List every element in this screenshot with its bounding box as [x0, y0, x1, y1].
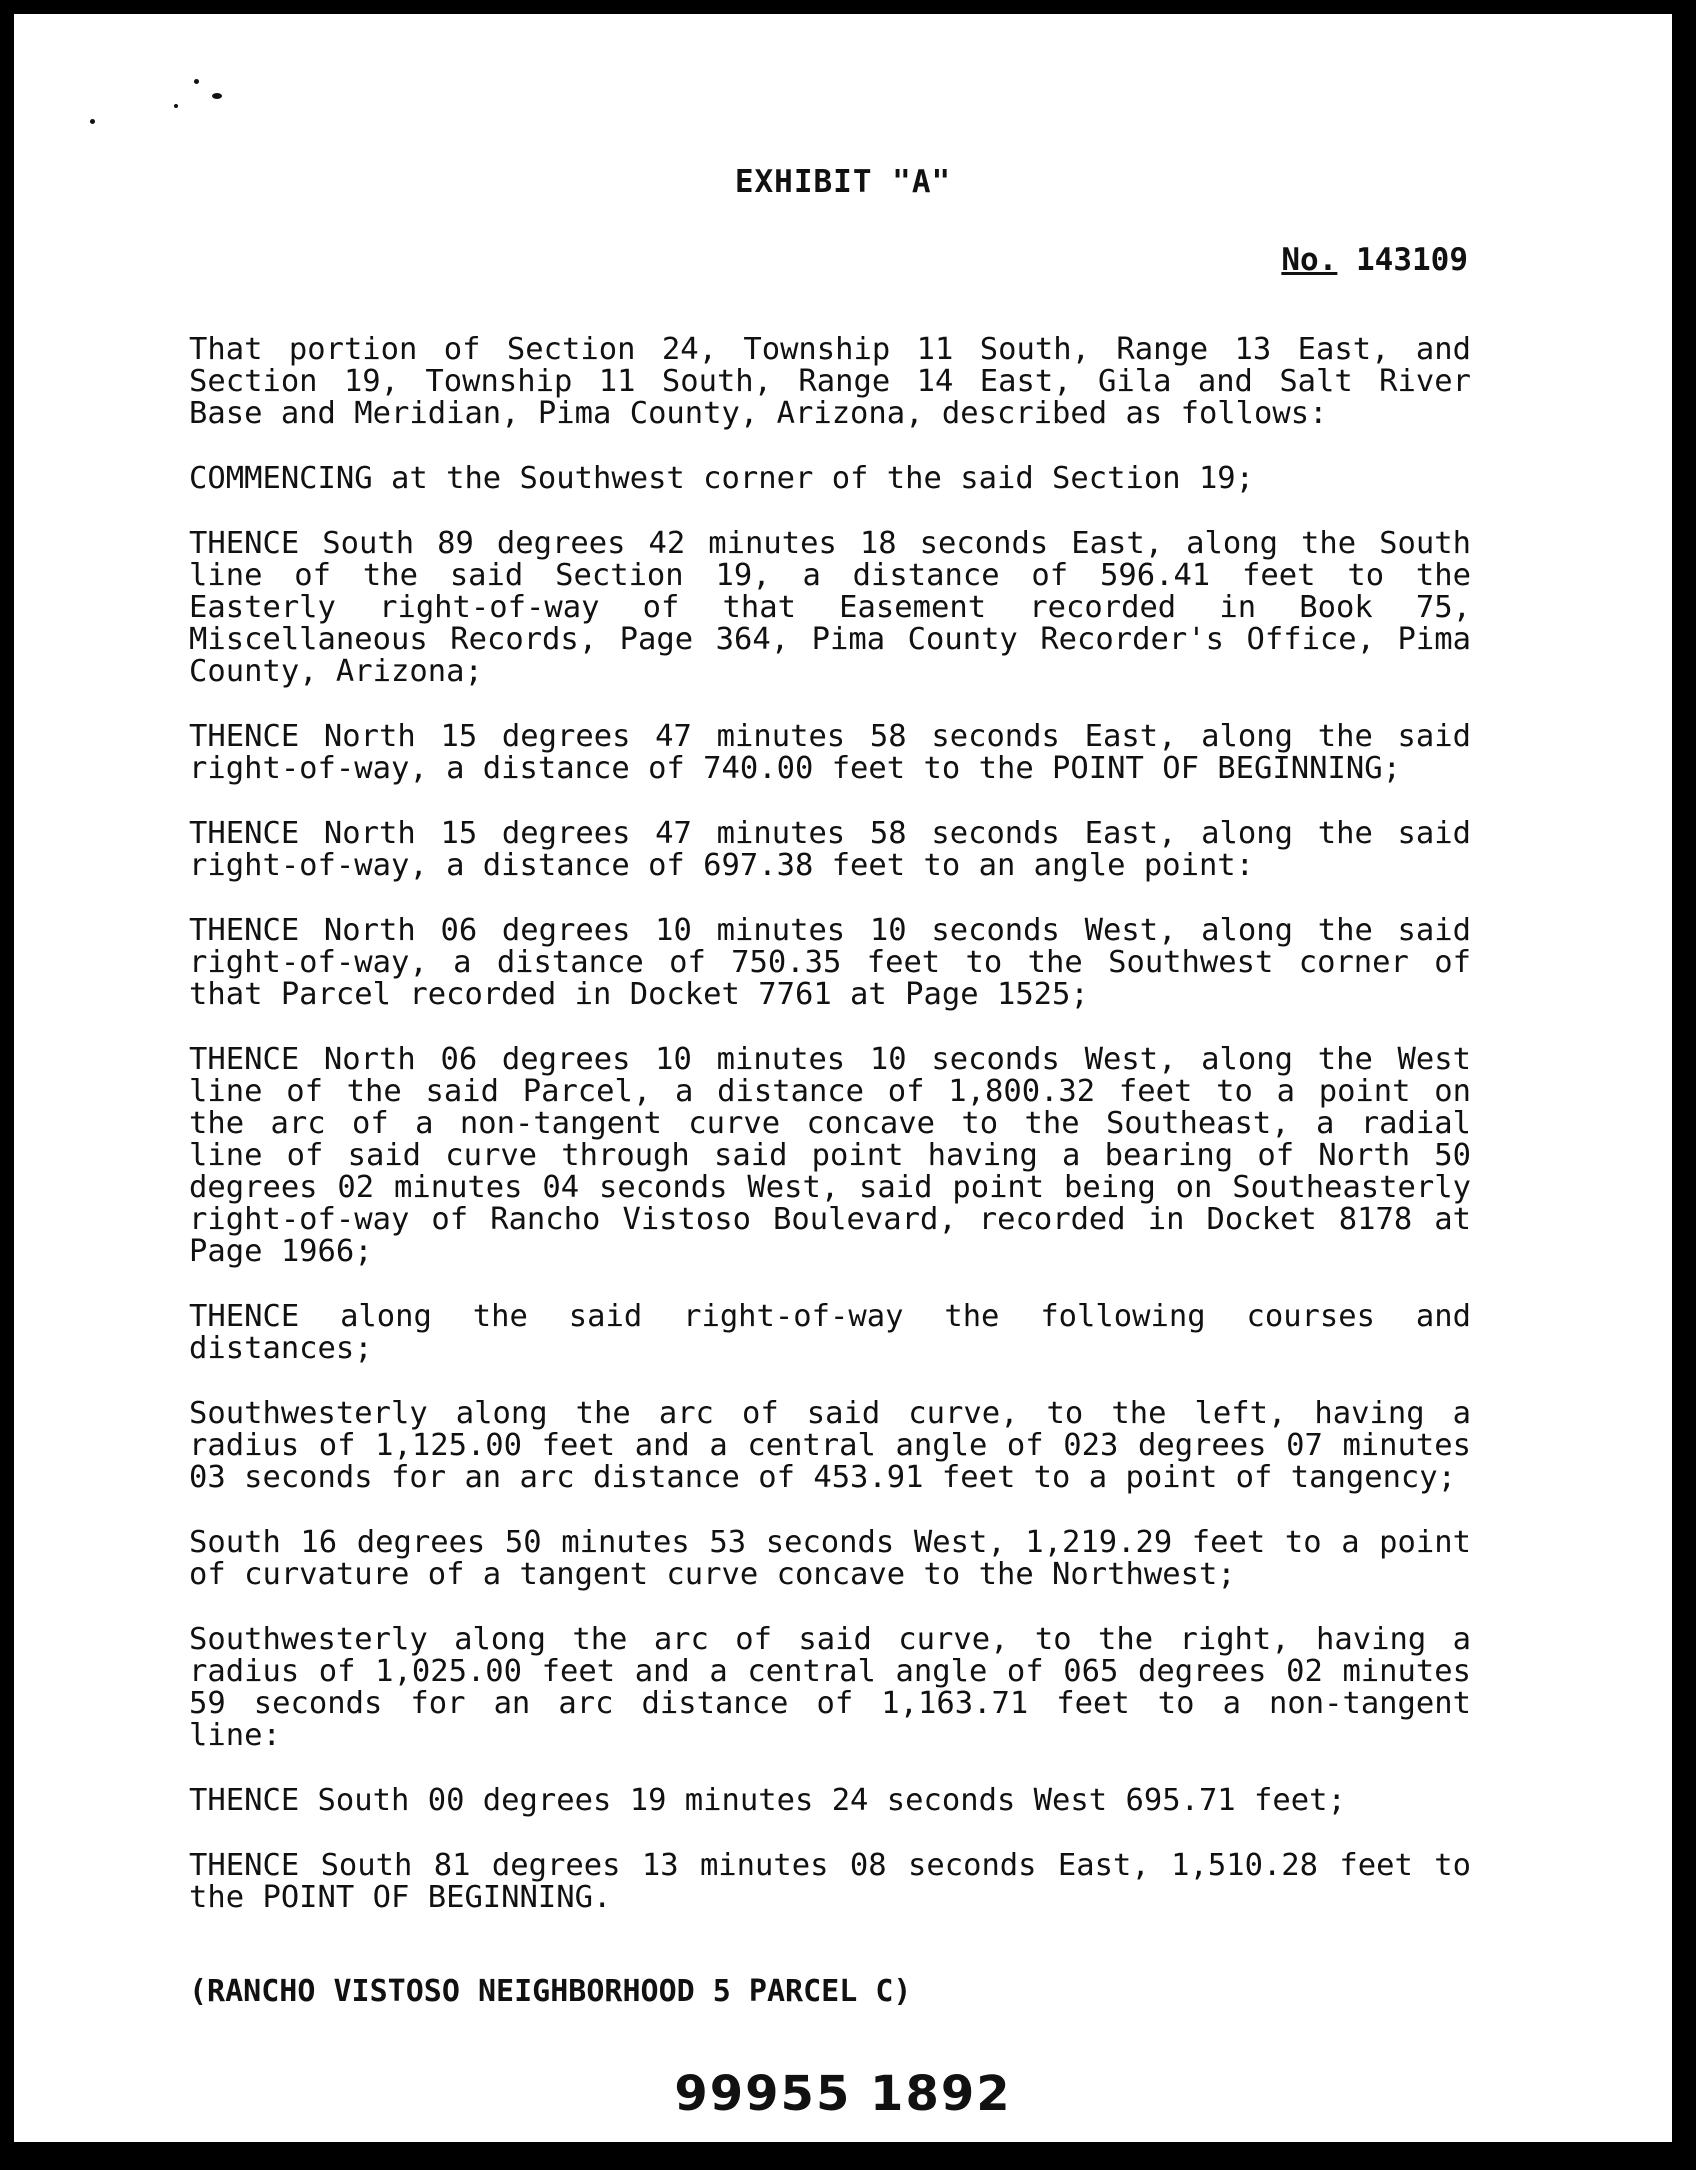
recording-stamp-number: 99955 1892	[674, 2066, 1012, 2122]
description-paragraph: COMMENCING at the Southwest corner of the said Section 19;	[189, 461, 1255, 496]
description-paragraph: THENCE along the said right-of-way the following courses and distances;	[189, 1299, 1471, 1366]
scan-speck	[194, 79, 199, 84]
scan-speck	[212, 93, 222, 99]
description-paragraph: THENCE North 06 degrees 10 minutes 10 seconds West, along the said right-of-way, a distance of 750.35 feet to the Southwest corner of that Parcel recorded in Docket 7761 at Page 1525;	[189, 913, 1471, 1012]
parcel-name: (RANCHO VISTOSO NEIGHBORHOOD 5 PARCEL C)	[189, 1974, 912, 2009]
description-paragraph: THENCE South 89 degrees 42 minutes 18 seconds East, along the South line of the said Section 19, a distance of 596.41 feet to the Easterly right-of-way of that Easement recorded in Book 75, Miscellaneous Records, Page 364, Pima County Recorder's Office, Pima County, Arizona;	[189, 526, 1471, 689]
description-paragraph: THENCE South 81 degrees 13 minutes 08 seconds East, 1,510.28 feet to the POINT OF BEGINNING.	[189, 1848, 1471, 1915]
description-paragraph: South 16 degrees 50 minutes 53 seconds West, 1,219.29 feet to a point of curvature of a tangent curve concave to the Northwest;	[189, 1525, 1471, 1592]
description-paragraph: THENCE North 15 degrees 47 minutes 58 seconds East, along the said right-of-way, a distance of 740.00 feet to the POINT OF BEGINNING;	[189, 719, 1471, 786]
description-paragraph: THENCE South 00 degrees 19 minutes 24 seconds West 695.71 feet;	[189, 1783, 1346, 1818]
description-paragraph: THENCE North 15 degrees 47 minutes 58 seconds East, along the said right-of-way, a distance of 697.38 feet to an angle point:	[189, 816, 1471, 883]
description-paragraph: That portion of Section 24, Township 11 South, Range 13 East, and Section 19, Township 11 South, Range 14 East, Gila and Salt River Base and Meridian, Pima County, Arizona, described as follows:	[189, 332, 1471, 431]
description-paragraph: THENCE North 06 degrees 10 minutes 10 seconds West, along the West line of the said Parcel, a distance of 1,800.32 feet to a point on the arc of a non-tangent curve concave to the Southeast, a radial line of said curve through said point having a bearing of North 50 degrees 02 minutes 04 seconds West, said point being on Southeasterly right-of-way of Rancho Vistoso Boulevard, recorded in Docket 8178 at Page 1966;	[189, 1042, 1471, 1269]
document-number-value: 143109	[1356, 242, 1468, 278]
exhibit-title: EXHIBIT "A"	[734, 164, 952, 200]
scan-speck	[90, 119, 95, 124]
description-paragraph: Southwesterly along the arc of said curve, to the right, having a radius of 1,025.00 feet and a central angle of 065 degrees 02 minutes 59 seconds for an arc distance of 1,163.71 feet to a non-tangent line:	[189, 1622, 1471, 1753]
description-paragraph: Southwesterly along the arc of said curve, to the left, having a radius of 1,125.00 feet and a central angle of 023 degrees 07 minutes 03 seconds for an arc distance of 453.91 feet to a point of tangency;	[189, 1396, 1471, 1495]
legal-description	[189, 334, 1471, 1947]
scan-speck	[174, 104, 178, 108]
document-page	[14, 14, 1672, 2142]
document-number	[1251, 242, 1468, 278]
document-number-prefix: No.	[1281, 242, 1338, 278]
